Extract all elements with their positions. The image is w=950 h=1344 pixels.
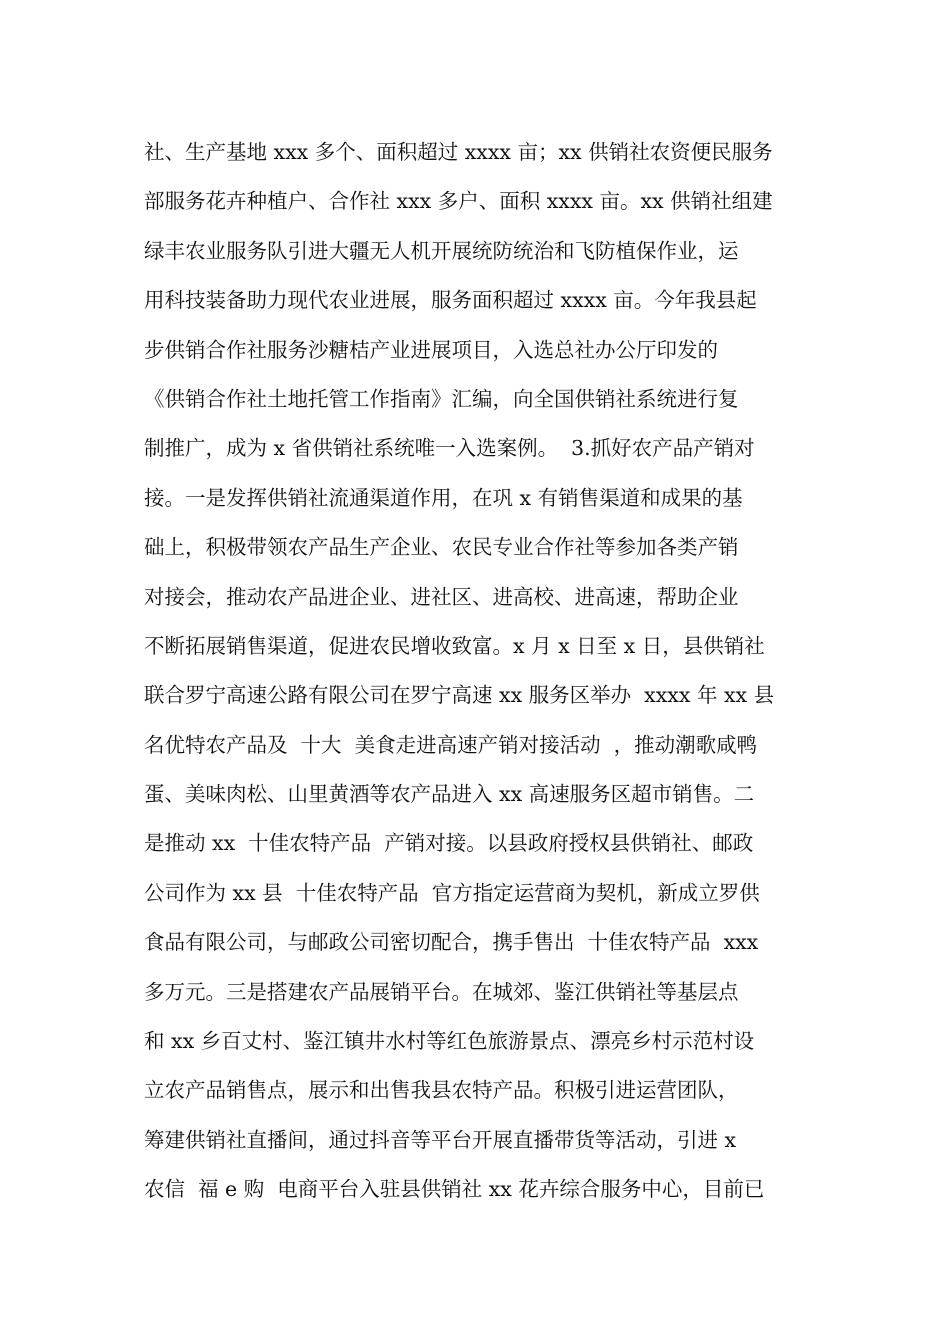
text-line: 名优特农产品及 十大 美食走进高速产销对接活动 ，推动潮歌咸鸭 — [144, 732, 758, 757]
text-line: 联合罗宁高速公路有限公司在罗宁高速 xx 服务区举办 xxxx 年 xx 县 — [144, 683, 775, 708]
text-line: 绿丰农业服务队引进大疆无人机开展统防统治和飞防植保作业，运 — [144, 238, 739, 263]
text-line: 用科技装备助力现代农业进展，服务面积超过 xxxx 亩。今年我县起 — [144, 288, 757, 313]
text-line: 筹建供销社直播间，通过抖音等平台开展直播带货等活动，引进 x — [144, 1127, 737, 1152]
text-line: 步供销合作社服务沙糖桔产业进展项目，入选总社办公厅印发的 — [144, 337, 718, 362]
text-line: 是推动 xx 十佳农特产品 产销对接。以县政府授权县供销社、邮政 — [144, 831, 754, 856]
text-line: 《供销合作社土地托管工作指南》汇编，向全国供销社系统进行复 — [144, 386, 739, 411]
text-line: 对接会，推动农产品进企业、进社区、进高校、进高速，帮助企业 — [144, 584, 739, 609]
text-line: 蛋、美味肉松、山里黄酒等农产品进入 xx 高速服务区超市销售。二 — [144, 782, 755, 807]
text-line: 接。一是发挥供销社流通渠道作用，在巩 x 有销售渠道和成果的基 — [144, 485, 743, 510]
text-line: 立农产品销售点，展示和出售我县农特产品。积极引进运营团队， — [144, 1078, 739, 1103]
text-line: 公司作为 xx 县 十佳农特产品 官方指定运营商为契机，新成立罗供 — [144, 880, 760, 905]
text-line: 部服务花卉种植户、合作社 xxx 多户、面积 xxxx 亩。xx 供销社组建 — [144, 189, 773, 214]
body-text — [144, 128, 814, 1215]
text-line: 制推广，成为 x 省供销社系统唯一入选案例。 3.抓好农产品产销对 — [144, 436, 755, 461]
text-line: 农信 福 e 购 电商平台入驻县供销社 xx 花卉综合服务中心，目前已 — [144, 1177, 765, 1202]
text-line: 食品有限公司，与邮政公司密切配合，携手售出 十佳农特产品 xxx — [144, 930, 759, 955]
text-line: 不断拓展销售渠道，促进农民增收致富。x 月 x 日至 x 日，县供销社 — [144, 633, 765, 658]
text-line: 多万元。三是搭建农产品展销平台。在城郊、鉴江供销社等基层点 — [144, 979, 739, 1004]
text-line: 和 xx 乡百丈村、鉴江镇井水村等红色旅游景点、漂亮乡村示范村设 — [144, 1029, 755, 1054]
text-line: 础上，积极带领农产品生产企业、农民专业合作社等参加各类产销 — [144, 535, 739, 560]
text-line: 社、生产基地 xxx 多个、面积超过 xxxx 亩；xx 供销社农资便民服务 — [144, 140, 773, 164]
